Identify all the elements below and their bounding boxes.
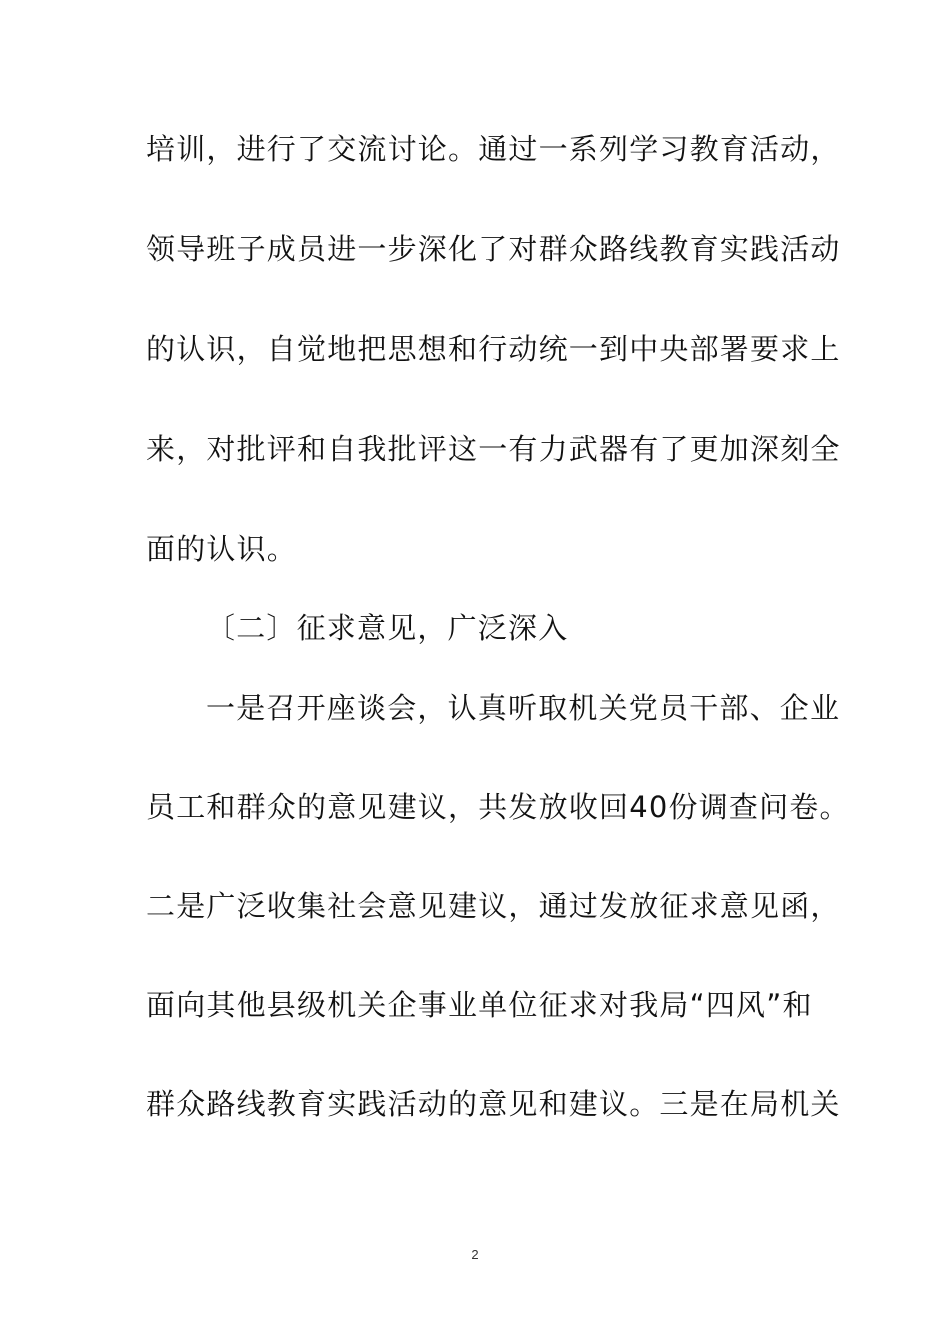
text-line: 领导班子成员进一步深化了对群众路线教育实践活动 (146, 232, 841, 266)
text-line: 一是召开座谈会，认真听取机关党员干部、企业 (206, 691, 841, 725)
page-number: 2 (471, 1247, 479, 1262)
text-line: 面的认识。 (146, 532, 298, 566)
text-line: 来，对批评和自我批评这一有力武器有了更加深刻全 (146, 432, 841, 466)
section-heading: 〔二〕征求意见，广泛深入 (206, 611, 569, 645)
text-line: 群众路线教育实践活动的意见和建议。三是在局机关 (146, 1087, 841, 1121)
text-line: 面向其他县级机关企事业单位征求对我局“四风”和 (146, 988, 813, 1022)
text-line: 培训，进行了交流讨论。通过一系列学习教育活动， (146, 132, 841, 166)
text-line: 的认识，自觉地把思想和行动统一到中央部署要求上 (146, 332, 841, 366)
text-line: 二是广泛收集社会意见建议，通过发放征求意见函， (146, 889, 841, 923)
text-line: 员工和群众的意见建议，共发放收回40份调查问卷。 (146, 790, 850, 824)
